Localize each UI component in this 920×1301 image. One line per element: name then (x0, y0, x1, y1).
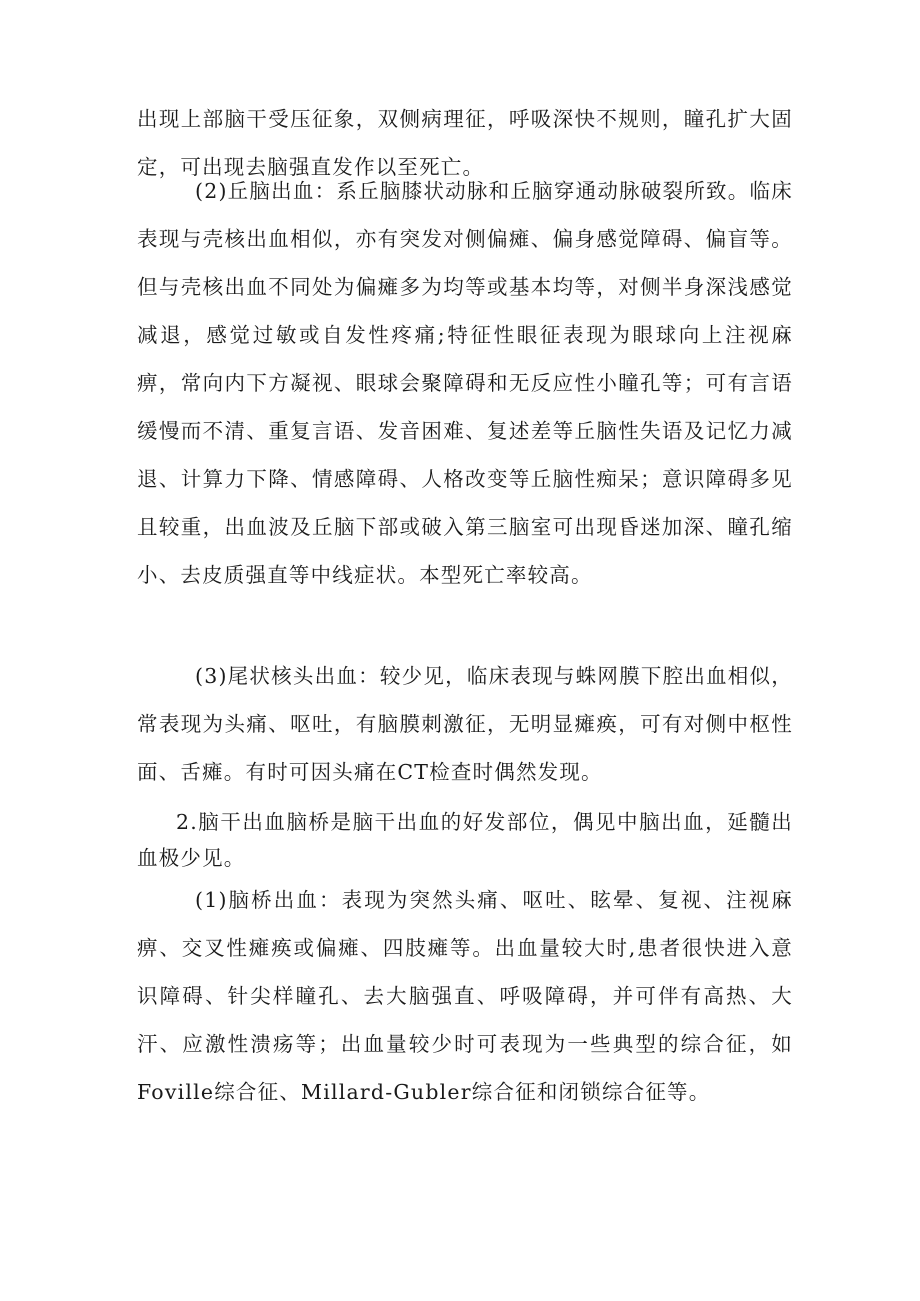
paragraph-thalamic-hemorrhage: (2)丘脑出血：系丘脑膝状动脉和丘脑穿通动脉破裂所致。临床表现与壳核出血相似，亦有突发对侧偏瘫、偏身感觉障碍、偏盲等。但与壳核出血不同处为偏瘫多为均等或基本均等，对侧半身深浅感觉减退，感觉过敏或自发性疼痛;特征性眼征表现为眼球向上注视麻痹，常向内下方凝视、眼球会聚障碍和无反应性小瞳孔等；可有言语缓慢而不清、重复言语、发音困难、复述差等丘脑性失语及记忆力减退、计算力下降、情感障碍、人格改变等丘脑性痴呆；意识障碍多见且较重，出血波及丘脑下部或破入第三脑室可出现昏迷加深、瞳孔缩小、去皮质强直等中线症状。本型死亡率较高。 (137, 179, 793, 587)
paragraph-caudate-hemorrhage: (3)尾状核头出血：较少见，临床表现与蛛网膜下腔出血相似，常表现为头痛、呕吐，有脑膜刺激征，无明显瘫痪，可有对侧中枢性面、舌瘫。有时可因头痛在CT检查时偶然发现。 (137, 664, 793, 784)
paragraph-pontine-hemorrhage: (1)脑桥出血：表现为突然头痛、呕吐、眩晕、复视、注视麻痹、交叉性瘫痪或偏瘫、四肢瘫等。出血量较大时,患者很快进入意识障碍、针尖样瞳孔、去大脑强直、呼吸障碍，并可伴有高热、大汗、应激性溃疡等；出血量较少时可表现为一些典型的综合征，如Foville综合征、Millard-Gubler综合征和闭锁综合征等。 (137, 888, 793, 1104)
paragraph-brainstem-compression: 出现上部脑干受压征象，双侧病理征，呼吸深快不规则，瞳孔扩大固定，可出现去脑强直发作以至死亡。 (137, 107, 793, 179)
paragraph-brainstem-hemorrhage: 2.脑干出血脑桥是脑干出血的好发部位，偶见中脑出血，延髓出血极少见。 (137, 810, 793, 870)
